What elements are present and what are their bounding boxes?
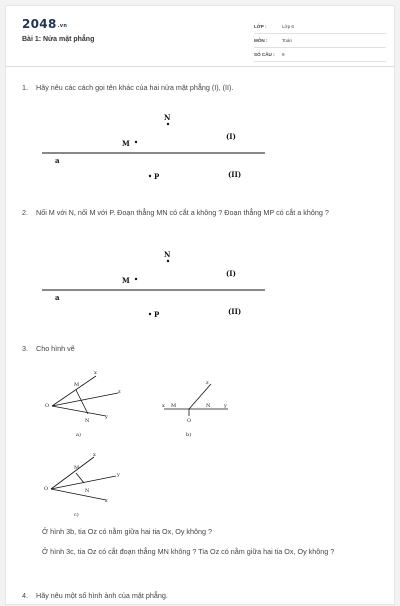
meta-label: MÔN : [254,38,268,43]
figure-3c [6,6,396,606]
ray-y-label: y [105,414,108,420]
ray-ox [51,457,94,489]
point-m-label: M [122,139,130,148]
ray-z-label: z [105,498,108,504]
point-o-label: O [187,418,192,424]
point-o-label: O [44,486,49,492]
ray-z-label: z [118,389,121,395]
line-a-label: a [55,156,60,165]
caption-c: c) [74,512,79,518]
point-o-label: O [45,403,50,409]
point-p-label: P [154,310,160,319]
point-n-label: N [85,418,90,424]
question-number: 4. [22,591,28,600]
ray-x-label: x [93,452,96,458]
region-ii-label: (II) [228,307,242,316]
question-text: Cho hình vẽ [36,344,75,353]
logo-suffix: .vn [57,23,68,29]
caption-a: a) [76,432,81,438]
point-n-label: N [164,250,171,259]
ray-y-label: y [117,472,120,478]
point-p-label: P [154,172,160,181]
region-i-label: (I) [226,269,236,278]
point-m-label: M [74,382,80,388]
lesson-title: Bài 1: Nửa mặt phẳng [22,36,95,43]
point-n-label: N [164,113,171,122]
ray-x-label: x [94,370,97,376]
segment-mn [76,473,84,483]
question-text: Hãy nêu một số hình ảnh của mặt phẳng. [36,591,168,600]
question-number: 2. [22,208,28,217]
question-text: Hãy nêu các cách gọi tên khác của hai nửa mặt phẳng (I), (II). [36,83,234,92]
meta-value: 9 [282,52,285,57]
ray-y-label: y [224,403,227,409]
ray-x-label: x [162,403,165,409]
region-ii-label: (II) [228,170,242,179]
point-n-label: N [206,403,211,409]
question-number: 1. [22,83,28,92]
caption-b: b) [186,432,192,438]
point-m-label: M [171,403,177,409]
logo-text: 2048 [22,17,57,31]
meta-value: Lớp 6 [282,24,294,29]
ray-z-label: z [206,380,209,386]
meta-label: LỚP : [254,24,267,29]
ray-oz [51,489,106,500]
point-n-label: N [85,488,90,494]
region-i-label: (I) [226,132,236,141]
question-text: Nối M với N, nối M với P. Đoạn thẳng MN có cắt a không ? Đoạn thẳng MP có cắt a không ? [36,208,329,217]
q3-ask-1: Ở hình 3b, tia Oz có nằm giữa hai tia Ox, Oy không ? [42,527,212,536]
line-a-label: a [55,293,60,302]
q3-ask-2: Ở hình 3c, tia Oz có cắt đoạn thẳng MN không ? Tia Oz có nằm giữa hai tia Ox, Oy không ? [42,547,335,556]
point-m-label: M [74,465,80,471]
meta-label: SỐ CÂU : [254,52,275,57]
meta-value: Toán [282,38,292,43]
point-m-label: M [122,276,130,285]
worksheet-page [5,5,395,605]
question-number: 3. [22,344,28,353]
